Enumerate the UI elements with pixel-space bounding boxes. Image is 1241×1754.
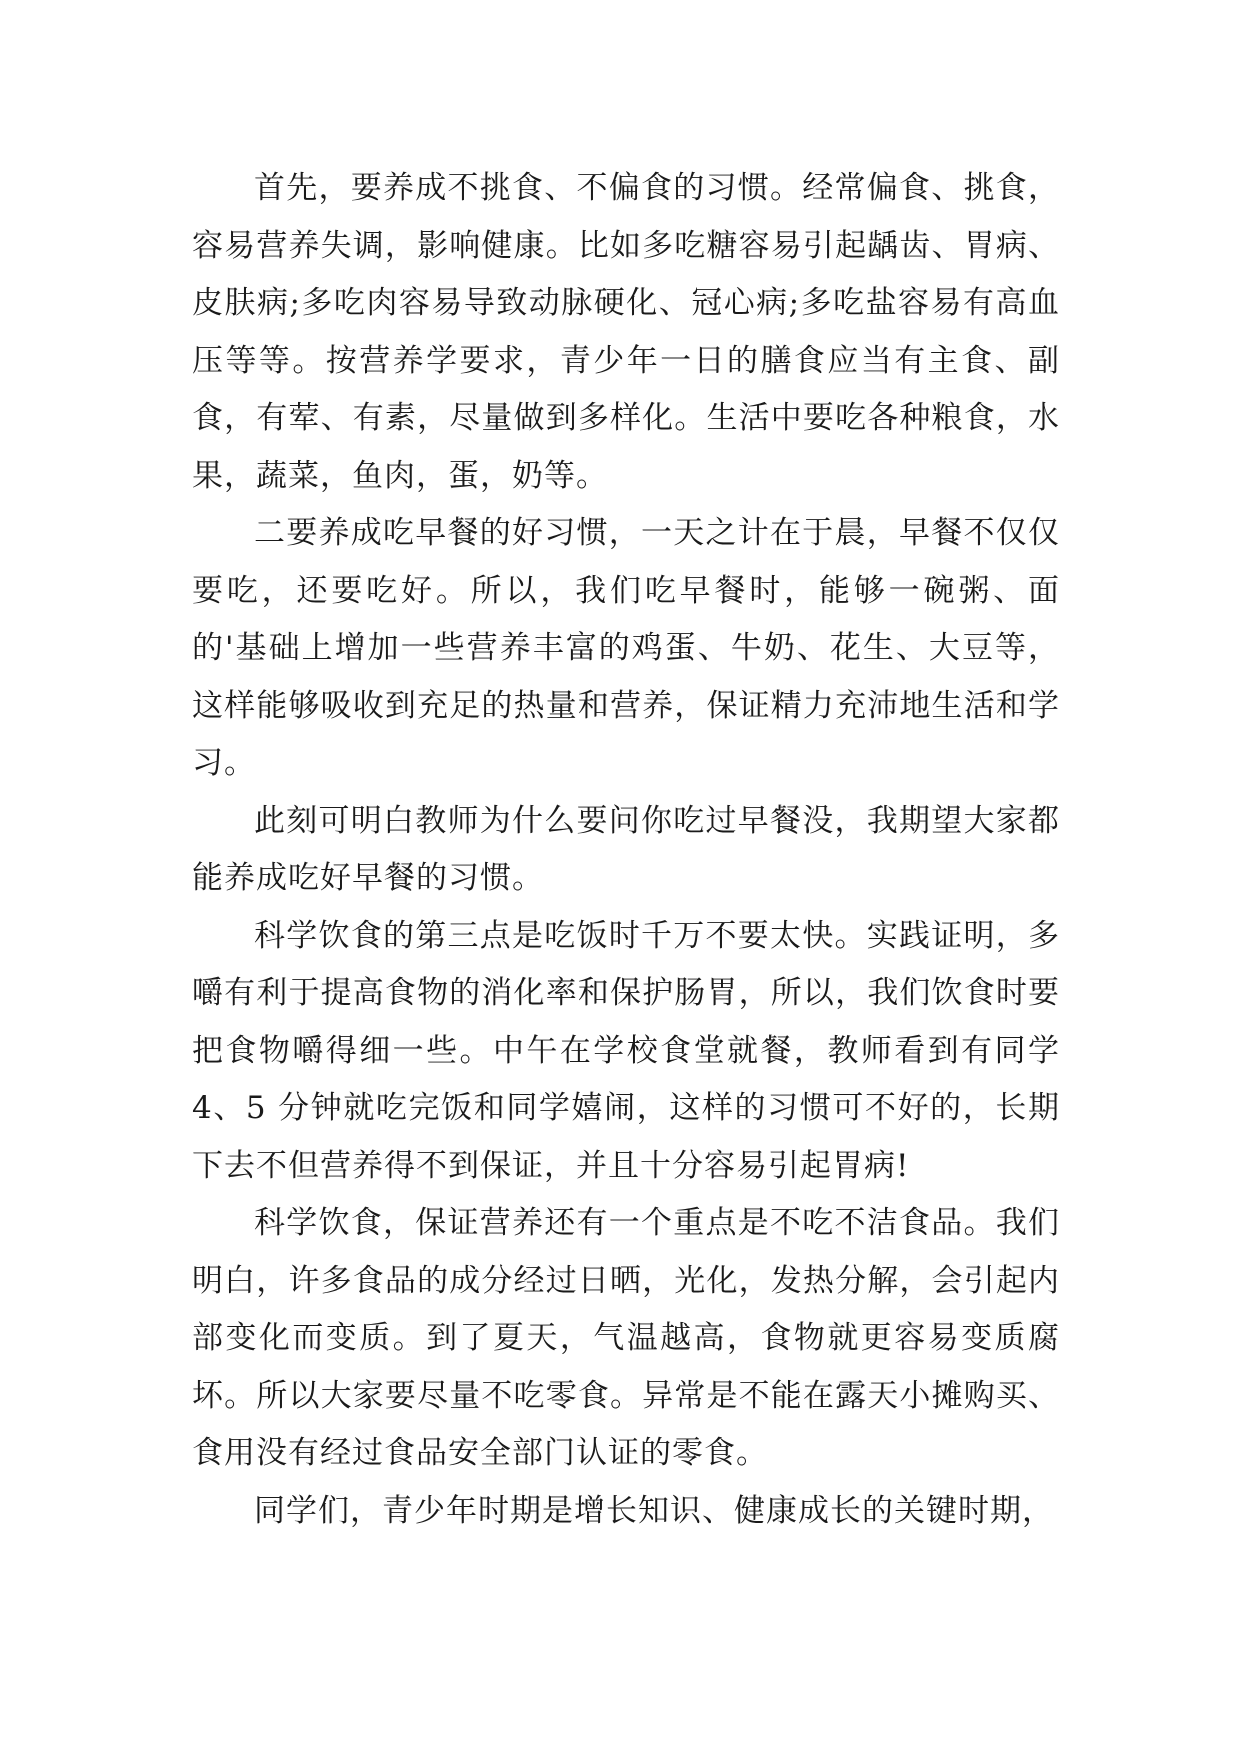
paragraph-eat-slowly: 科学饮食的第三点是吃饭时千万不要太快。实践证明，多嚼有利于提高食物的消化率和保护肠胃，所以，我们饮食时要把食物嚼得细一些。中午在学校食堂就餐，教师看到有同学 4、5 分钟就吃完饭和同学嬉闹，这样的习惯可不好的，长期下去不但营养得不到保证，并且十分容易引起胃病! — [192, 917, 1060, 1184]
paragraph-teacher-question: 此刻可明白教师为什么要问你吃过早餐没，我期望大家都能养成吃好早餐的习惯。 — [192, 802, 1060, 896]
paragraph-clean-food: 科学饮食，保证营养还有一个重点是不吃不洁食品。我们明白，许多食品的成分经过日晒，光化，发热分解，会引起内部变化而变质。到了夏天，气温越高，食物就更容易变质腐坏。所以大家要尽量不吃零食。异常是不能在露天小摊购买、食用没有经过食品安全部门认证的零食。 — [192, 1205, 1060, 1471]
paragraph-breakfast-habit: 二要养成吃早餐的好习惯，一天之计在于晨，早餐不仅仅要吃，还要吃好。所以，我们吃早餐时，能够一碗粥、面的'基础上增加一些营养丰富的鸡蛋、牛奶、花生、大豆等，这样能够吸收到充足的热量和营养，保证精力充沛地生活和学习。 — [192, 515, 1060, 781]
paragraph-picky-eating: 首先，要养成不挑食、不偏食的习惯。经常偏食、挑食，容易营养失调，影响健康。比如多吃糖容易引起龋齿、胃病、皮肤病;多吃肉容易导致动脉硬化、冠心病;多吃盐容易有高血压等等。按营养学要求，青少年一日的膳食应当有主食、副食，有荤、有素，尽量做到多样化。生活中要吃各种粮食，水果，蔬菜，鱼肉，蛋，奶等。 — [192, 170, 1060, 494]
document-body — [192, 160, 1060, 1540]
paragraph-closing: 同学们，青少年时期是增长知识、健康成长的关键时期， — [254, 1492, 1054, 1529]
